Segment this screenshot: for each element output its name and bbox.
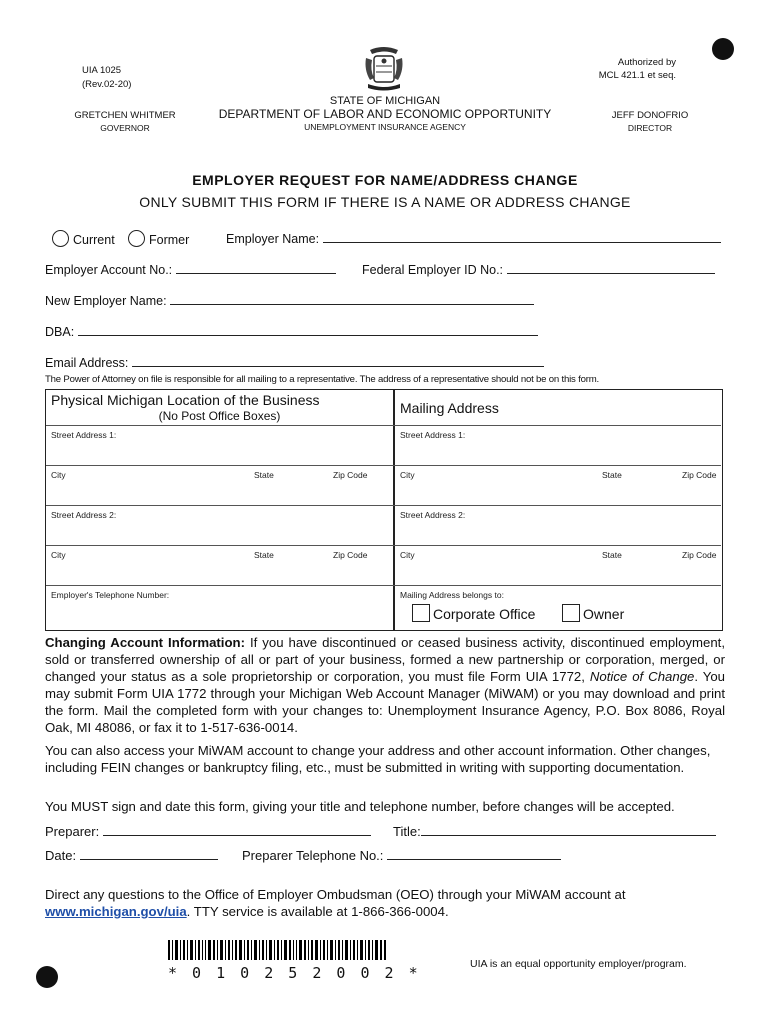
row-line — [46, 465, 721, 466]
mailing-state2-label: State — [602, 550, 622, 560]
email-label: Email Address: — [45, 356, 129, 370]
sign-notice: You MUST sign and date this form, giving your title and telephone number, before changes will be accepted. — [45, 799, 675, 814]
address-table — [45, 389, 723, 631]
state-seal-icon — [362, 44, 406, 92]
physical-state-label: State — [254, 470, 274, 480]
row-line — [46, 505, 721, 506]
preparer-label: Preparer: — [45, 824, 100, 839]
department-name: DEPARTMENT OF LABOR AND ECONOMIC OPPORTUNITY — [218, 107, 552, 121]
current-label: Current — [73, 233, 115, 247]
employer-name-input[interactable] — [323, 231, 721, 243]
governor-name: GRETCHEN WHITMER — [74, 110, 176, 121]
governor-title: GOVERNOR — [100, 123, 150, 133]
state-name: STATE OF MICHIGAN — [329, 95, 441, 107]
mailing-state-label: State — [602, 470, 622, 480]
notice-of-change: Notice of Change — [589, 669, 695, 684]
email-input[interactable] — [132, 355, 544, 367]
physical-city2-label: City — [51, 550, 66, 560]
barcode-text: * 0 1 0 2 5 2 0 0 2 * — [168, 964, 421, 982]
dba-field[interactable] — [45, 324, 538, 339]
preparer-phone-field[interactable] — [242, 848, 561, 863]
preparer-input[interactable] — [103, 824, 371, 836]
barcode-bars — [168, 940, 386, 960]
form-revision: (Rev.02-20) — [82, 79, 132, 90]
registration-mark-bottom — [36, 966, 58, 988]
corporate-office-checkbox[interactable] — [412, 604, 430, 622]
physical-location-title: Physical Michigan Location of the Business — [51, 392, 320, 408]
physical-zip-label: Zip Code — [333, 470, 368, 480]
physical-street1-label: Street Address 1: — [51, 430, 117, 440]
uia-website-link[interactable]: www.michigan.gov/uia — [45, 904, 187, 919]
mailing-belongs-label: Mailing Address belongs to: — [400, 590, 504, 600]
federal-id-input[interactable] — [507, 262, 715, 274]
barcode — [168, 940, 421, 982]
info-text-b: . You may submit Form UIA 1772 through your Michigan Web Account Manager (MiWAM) or you may download and print the form. Mail the completed form with your changes to: Unemployment Insurance Agency, P.O. Box 8086, Royal Oak, MI 48086, or fax it to 1-517-636-0014. — [45, 669, 726, 735]
column-divider — [393, 390, 395, 630]
title-input[interactable] — [421, 824, 716, 836]
mailing-zip2-label: Zip Code — [682, 550, 717, 560]
physical-street2-label: Street Address 2: — [51, 510, 117, 520]
dba-label: DBA: — [45, 325, 75, 339]
physical-location-subtitle: (No Post Office Boxes) — [158, 409, 281, 423]
director-title: DIRECTOR — [627, 123, 673, 133]
changing-account-heading: Changing Account Information: — [45, 635, 245, 650]
preparer-phone-label: Preparer Telephone No.: — [242, 848, 384, 863]
new-employer-name-field[interactable] — [45, 293, 534, 308]
agency-name: UNEMPLOYMENT INSURANCE AGENCY — [304, 122, 466, 132]
contact-line1: Direct any questions to the Office of Employer Ombudsman (OEO) through your MiWAM account at — [45, 887, 626, 902]
mailing-street1-label: Street Address 1: — [400, 430, 466, 440]
former-radio[interactable] — [128, 230, 145, 247]
preparer-field[interactable] — [45, 824, 371, 839]
equal-opportunity-note: UIA is an equal opportunity employer/program. — [470, 958, 687, 970]
miwam-info: You can also access your MiWAM account to change your address and other account information. Other changes, including FEIN changes or bankruptcy filing, etc., must be submitted in writing with supporting documentation. — [45, 743, 711, 775]
telephone-label: Employer's Telephone Number: — [51, 590, 170, 600]
employer-account-input[interactable] — [176, 262, 336, 274]
former-label: Former — [149, 233, 190, 247]
authorized-by: Authorized by — [617, 57, 676, 68]
date-field[interactable] — [45, 848, 218, 863]
contact-line2: . TTY service is available at 1-866-366-0004. — [186, 904, 449, 919]
preparer-phone-input[interactable] — [387, 848, 561, 860]
physical-state2-label: State — [254, 550, 274, 560]
date-label: Date: — [45, 848, 77, 863]
owner-checkbox[interactable] — [562, 604, 580, 622]
employer-account-label: Employer Account No.: — [45, 263, 173, 277]
mailing-city-label: City — [400, 470, 415, 480]
row-line — [46, 425, 721, 426]
changing-account-info — [45, 634, 725, 736]
director-name: JEFF DONOFRIO — [611, 110, 689, 121]
employer-name-label: Employer Name: — [226, 232, 320, 246]
new-employer-name-label: New Employer Name: — [45, 294, 167, 308]
employer-name-field[interactable] — [226, 231, 721, 246]
mailing-zip-label: Zip Code — [682, 470, 717, 480]
authority: MCL 421.1 et seq. — [598, 70, 676, 81]
new-employer-name-input[interactable] — [170, 293, 534, 305]
former-option[interactable] — [128, 230, 189, 247]
mailing-city2-label: City — [400, 550, 415, 560]
federal-id-field[interactable] — [362, 262, 715, 277]
employer-account-field[interactable] — [45, 262, 336, 277]
poa-note: The Power of Attorney on file is responsible for all mailing to a representative. The address of a representative should not be on this form. — [45, 374, 599, 385]
corporate-office-option[interactable] — [412, 604, 535, 622]
title-label: Title: — [393, 824, 421, 839]
owner-option[interactable] — [562, 604, 624, 622]
current-option[interactable] — [52, 230, 115, 247]
info-text-a: If you have discontinued or ceased business activity, discontinued employment, sold or transferred ownership of all or part of your business, formed a new partnership or corporation, merged, or changed your status as a sole proprietorship or corporation, you must file Form UIA 1772, — [45, 635, 725, 684]
date-input[interactable] — [80, 848, 218, 860]
contact-info — [45, 886, 735, 920]
dba-input[interactable] — [78, 324, 538, 336]
current-radio[interactable] — [52, 230, 69, 247]
mailing-address-title: Mailing Address — [400, 400, 499, 416]
form-subtitle: ONLY SUBMIT THIS FORM IF THERE IS A NAME OR ADDRESS CHANGE — [139, 194, 631, 210]
corporate-office-label: Corporate Office — [433, 606, 536, 622]
owner-label: Owner — [583, 606, 625, 622]
physical-zip2-label: Zip Code — [333, 550, 368, 560]
email-field[interactable] — [45, 355, 544, 370]
federal-id-label: Federal Employer ID No.: — [362, 263, 504, 277]
form-number: UIA 1025 — [82, 65, 122, 76]
form-title: EMPLOYER REQUEST FOR NAME/ADDRESS CHANGE — [192, 172, 578, 188]
title-field[interactable] — [393, 824, 716, 839]
registration-mark-top — [712, 38, 734, 60]
mailing-street2-label: Street Address 2: — [400, 510, 466, 520]
row-line — [46, 585, 721, 586]
physical-city-label: City — [51, 470, 66, 480]
row-line — [46, 545, 721, 546]
